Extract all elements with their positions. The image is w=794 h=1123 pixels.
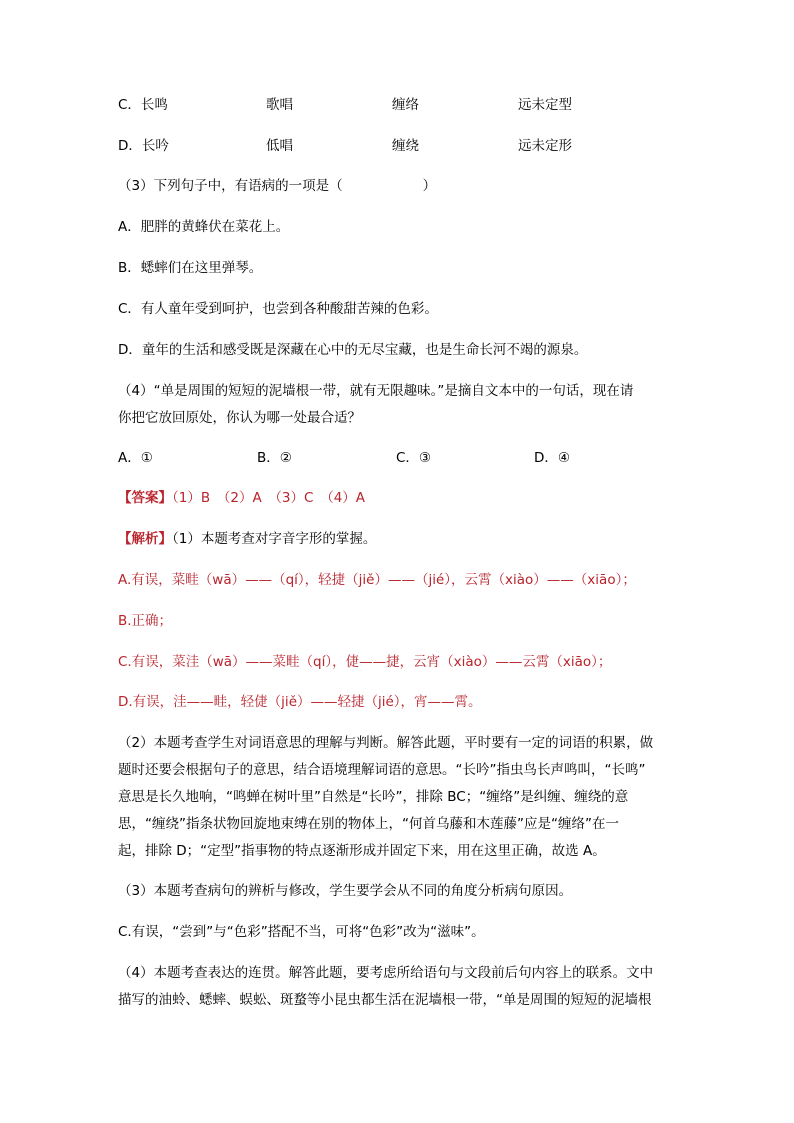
q4-option-a: A．① [118, 450, 153, 466]
option-d-1: D．长吟 [118, 138, 169, 154]
q3-stem-after: ） [422, 178, 437, 194]
q2-analysis-line-2: 题时还要会根据句子的意思，结合语境理解词语的意思。“长吟”指虫鸟长声鸣叫，“长鸣” [118, 762, 646, 778]
q3-stem-before: （3）下列句子中，有语病的一项是（ [118, 178, 343, 194]
q3-analysis-intro: （3）本题考查病句的辨析与修改，学生要学会从不同的角度分析病句原因。 [118, 883, 573, 899]
q2-analysis-line-5: 起，排除 D；“定型”指事物的特点逐渐形成并固定下来，用在这里正确，故选 A。 [118, 843, 606, 859]
analysis-c: C.有误，菜洼（wā）——菜畦（qí），倢——捷，云宵（xiào）——云霄（xiāo）； [118, 654, 612, 670]
option-c-3: 缠络 [392, 97, 419, 113]
q4-analysis-line-1: （4）本题考查表达的连贯。解答此题，要考虑所给语句与文段前后句内容上的联系。文中 [118, 965, 654, 981]
q3-analysis-c: C.有误，“尝到”与“色彩”搭配不当，可将“色彩”改为“滋味”。 [118, 924, 485, 940]
option-d-2: 低唱 [266, 138, 293, 154]
q4-analysis-line-2: 描写的油蛉、蟋蟀、蜈蚣、斑蝥等小昆虫都生活在泥墙根一带，“单是周围的短短的泥墙根 [118, 992, 652, 1008]
q2-analysis-line-4: 思，“缠绕”指条状物回旋地束缚在别的物体上，“何首乌藤和木莲藤”应是“缠络”在一 [118, 816, 619, 832]
option-c-4: 远未定型 [518, 97, 572, 113]
analysis-b: B.正确； [118, 613, 173, 629]
q4-option-c: C．③ [396, 450, 432, 466]
q3-option-c: C．有人童年受到呵护，也尝到各种酸甜苦辣的色彩。 [118, 301, 438, 317]
q3-option-a: A．肥胖的黄蜂伏在菜花上。 [118, 219, 290, 235]
q3-option-d: D．童年的生活和感受既是深藏在心中的无尽宝藏，也是生命长河不竭的源泉。 [118, 342, 588, 358]
option-c-1: C．长鸣 [118, 97, 168, 113]
option-d-4: 远未定形 [518, 138, 572, 154]
answer-label: 【答案】 [118, 490, 172, 506]
q4-line-2: 你把它放回原处，你认为哪一处最合适？ [118, 410, 361, 426]
q4-option-d: D．④ [534, 450, 570, 466]
q3-stem [118, 176, 436, 196]
q4-option-b: B．② [257, 450, 292, 466]
q2-analysis-line-1: （2）本题考查学生对词语意思的理解与判断。解答此题，平时要有一定的词语的积累，做 [118, 735, 654, 751]
analysis-d: D.有误，洼——畦，轻倢（jiě）——轻捷（jié），宵——霄。 [118, 694, 482, 710]
option-c-2: 歌唱 [266, 97, 293, 113]
option-d-3: 缠绕 [392, 138, 419, 154]
q4-line-1: （4）“单是周围的短短的泥墙根一带，就有无限趣味。”是摘自文本中的一句话，现在请 [118, 383, 634, 399]
answer-line [118, 488, 365, 508]
analysis-intro [118, 529, 376, 549]
analysis-intro-text: （1）本题考查对字音字形的掌握。 [172, 531, 377, 547]
analysis-a: A.有误，菜畦（wā）——（qí），轻捷（jiě）——（jié），云霄（xiào）——（xiāo）； [118, 572, 636, 588]
q3-option-b: B．蟋蟀们在这里弹琴。 [118, 260, 263, 276]
q2-analysis-line-3: 意思是长久地响，“鸣蝉在树叶里”自然是“长吟”，排除 BC；“缠络”是纠缠、缠绕的意 [118, 789, 629, 805]
answer-text: （1）B （2）A （3）C （4）A [172, 490, 366, 506]
analysis-label: 【解析】 [118, 531, 172, 547]
